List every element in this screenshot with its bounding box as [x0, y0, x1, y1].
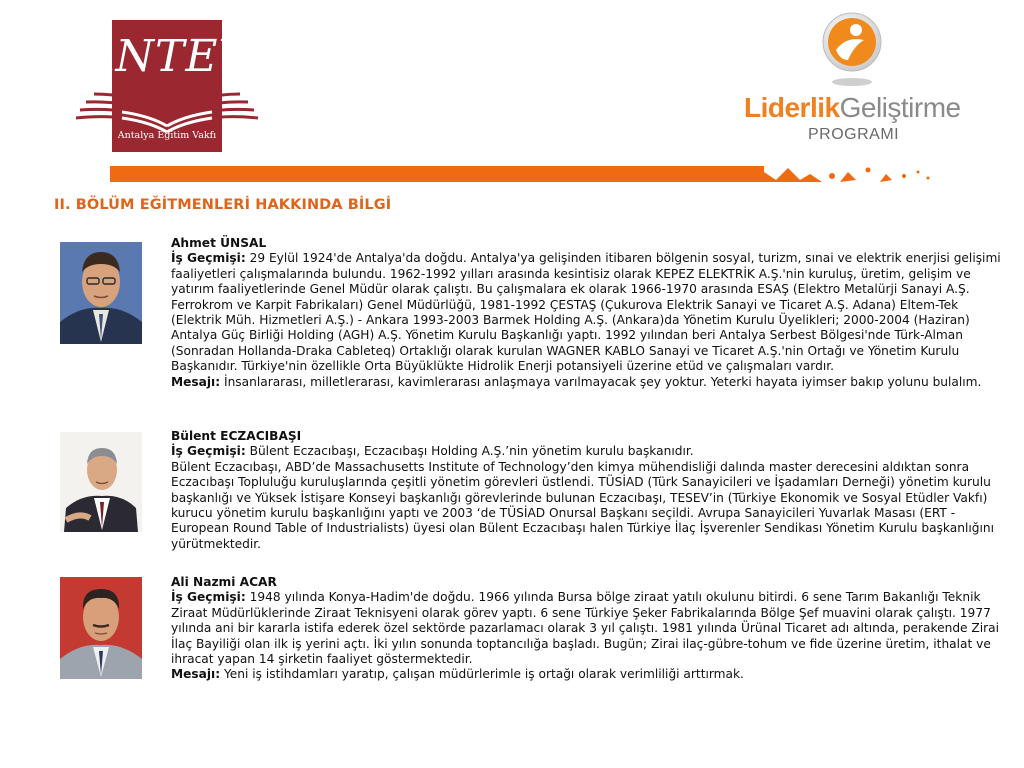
section-title: II. BÖLÜM EĞİTMENLERİ HAKKINDA BİLGİ — [54, 197, 392, 213]
liderlik-logo-normal: Geliştirme — [839, 92, 961, 123]
career-text: 1948 yılında Konya-Hadim'de doğdu. 1966 yılında Bursa bölge ziraat yatılı okulunu bitirdi. 6 sene Tarım Bakanlığı Teknik Ziraat Müdürlüklerinde Ziraat Teknisyeni olarak görev yaptı. 6 sene Türkiye Şeker Fabrikalarında Bölge Şef muavini olarak çalıştı. 1977 yılında ani bir kararla istifa ederek özel sektörde pazarlamacı olarak 3 yıl çalıştı. 1981 yılında Ürünal Ticaret adı altında, perakende Zirai İlaç Bayiliği olan ilk iş yerini açtı. İki yılın sonunda toptancılığa başladı. Bugün; Zirai ilaç-gübre-tohum ve fide üzerine üretim, ithalat ve ihracat yapan 14 şirketin faaliyet göstermektedir. — [171, 590, 1000, 667]
message-label: Mesajı: — [171, 374, 221, 389]
message-paragraph — [171, 375, 1003, 390]
person-name: Bülent ECZACIBAŞI — [171, 429, 302, 443]
person-name: Ali Nazmi ACAR — [171, 575, 277, 589]
orange-band — [110, 166, 760, 182]
person-emblem-icon — [820, 10, 884, 90]
career-extra-paragraph: Bülent Eczacıbaşı, ABD’de Massachusetts Institute of Technology’den kimya mühendisliği dalında master derecesini aldıktan sonra Eczacıbaşı Topluluğu kuruluşlarında çeşitli yönetim görevleri üstlendi. TÜSİAD (Türk Sanayicileri ve İşadamları Derneği) yönetim kurulu başkanlığı ve Yüksek İstişare Konseyi başkanlığı görevlerinde bulunan Eczacıbaşı, TESEV’in (Türkiye Ekonomik ve Sosyal Etüdler Vakfı) kurucu yönetim kurulu başkanlığını yaptı ve 2003 ‘de TÜSİAD Onursal Başkanı seçildi. Avrupa Sanayicileri Yuvarlak Masası (ERT - European Round Table of Industrialists) üyesi olan Bülent Eczacıbaşı halen Türkiye İlaç İşverenler Sendikası Yönetim Kurulu başkanlığını yürütmektedir. — [171, 459, 994, 551]
orange-band-fade — [740, 160, 940, 186]
person-photo — [60, 577, 142, 679]
person-name: Ahmet ÜNSAL — [171, 236, 267, 250]
antev-logo-word: ANTEV — [82, 31, 252, 82]
person-entry — [171, 429, 1003, 552]
message-label: Mesajı: — [171, 667, 221, 682]
person-photo — [60, 242, 142, 344]
career-paragraph — [171, 444, 1003, 459]
person-photo — [60, 432, 142, 532]
message-text: Yeni iş istihdamları yaratıp, çalışan müdürlerimle iş ortağı olarak verimliliği arttırmak. — [223, 667, 744, 682]
career-label: İş Geçmişi: — [171, 590, 246, 605]
message-text: İnsanlararası, milletlerarası, kavimlerarası anlaşmaya varılmayacak şey yoktur. Yeterki hayata iyimser bakıp yolunu bulalım. — [223, 374, 982, 389]
liderlik-logo-title — [744, 92, 964, 124]
career-paragraph — [171, 590, 1003, 667]
career-paragraph — [171, 251, 1003, 374]
antev-logo — [72, 20, 262, 152]
message-paragraph — [171, 667, 1003, 682]
career-label: İş Geçmişi: — [171, 444, 246, 459]
antev-logo-caption: Antalya Eğitim Vakfı — [117, 130, 217, 141]
career-text: Bülent Eczacıbaşı, Eczacıbaşı Holding A.Ş.’nin yönetim kurulu başkanıdır. — [249, 444, 694, 459]
liderlik-logo-subtitle: PROGRAMI — [808, 126, 900, 143]
career-text: 29 Eylül 1924'de Antalya'da doğdu. Antalya'ya gelişinden itibaren bölgenin sosyal, turizm, sınai ve elektrik enerjisi gelişimi faaliyetleri çalışmalarında bulundu. 1962-1992 yılları arasında kesintisiz olarak KEPEZ ELEKTRİK A.Ş.'nin kuruluş, üretim, gelişim ve yatırım faaliyetlerinde Genel Müdür olarak çalıştı. Bu çalışmalara ek olarak 1966-1970 arasında ESAŞ (Elektro Metalürji Sanayi A.Ş. Ferrokrom ve Karpit Fabrikaları) Genel Müdürlüğü, 1981-1992 ÇESTAŞ (Çukurova Elektrik Sanayi ve Ticaret A.Ş. Adana) Eltem-Tek (Elektrik Müh. Hizmetleri A.Ş.) - Ankara 1993-2003 Barmek Holding A.Ş. (Ankara)da Yönetim Kurulu Üyelikleri; 2000-2004 (Haziran) Antalya Güç Birliği Holding (AGH) A.Ş. Yönetim Kurulu Başkanlığı yaptı. 1992 yılından beri Antalya Serbest Bölgesi'nde Türk-Alman (Sonradan Hollanda-Draka Cableteq) Ortaklığı olarak kurulan WAGNER KABLO Sanayi ve Ticaret A.Ş.'nin Ortağı ve Yönetim Kurulu Başkanıdır. Türkiye'nin özellikle Orta Büyüklükte Hidrolik Enerji potansiyeli üzerine etüd ve çalışmaları vardır. — [171, 251, 1001, 374]
liderlik-logo-bold: Liderlik — [744, 92, 840, 123]
person-entry — [171, 575, 1003, 683]
person-entry — [171, 236, 1003, 390]
career-label: İş Geçmişi: — [171, 251, 246, 266]
